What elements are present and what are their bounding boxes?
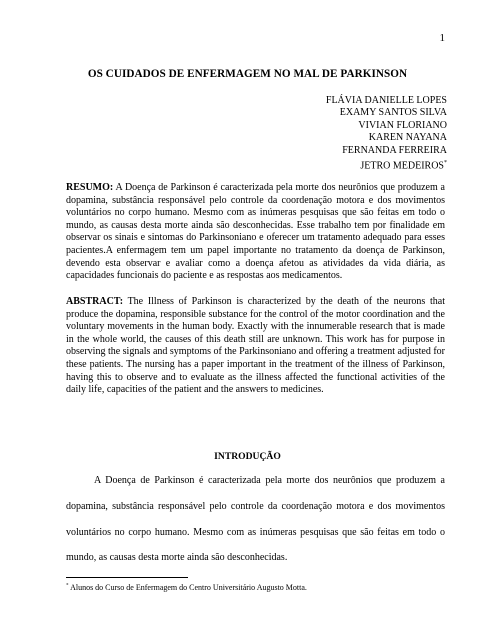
page-number: 1 — [439, 32, 445, 44]
abstract-label: ABSTRACT: — [66, 296, 124, 307]
abstract-section — [66, 296, 445, 397]
footnote-divider — [66, 577, 188, 578]
resumo-section — [66, 182, 445, 283]
author-name: KAREN NAYANA — [368, 132, 447, 144]
author-name-last — [326, 157, 447, 173]
resumo-label: RESUMO: — [66, 182, 114, 193]
section-heading-introducao: INTRODUÇÃO — [214, 451, 281, 462]
author-name: EXAMY SANTOS SILVA — [339, 107, 447, 119]
author-name: FERNANDA FERREIRA — [342, 144, 447, 156]
author-name: JETRO MEDEIROS — [360, 160, 444, 172]
author-name: FLÁVIA DANIELLE LOPES — [325, 95, 447, 106]
footnote-text: Alunos do Curso de Enfermagem do Centro Universitário Augusto Motta. — [70, 583, 307, 592]
abstract-text: The Illness of Parkinson is characterized by the death of the neurons that produce the dopamina, responsible substance for the control of the motor coordination and the voluntary movements in the human body. Exactly with the innumerable research that is made in the whole world, the causes of this death still are unknown. This work has for purpose in observing the signals and symptoms of the Parkinsoniano and offering a treatment adjusted for these patients. The nursing has a paper important in the treatment of the illness of Parkinson, having this to observe and to evaluate as the illness affected the functional activities of the daily life, capacities of the patient and the answers to medicines. — [66, 296, 446, 396]
footnote-mark: * — [444, 160, 447, 167]
footnote — [66, 583, 445, 592]
author-name: VIVIAN FLORIANO — [358, 119, 447, 131]
resumo-text: A Doença de Parkinson é caracterizada pela morte dos neurônios que produzem a dopamina, substância responsável pelo controle da coordenação motora e dos movimentos voluntários no corpo humano. Mesmo com as inúmeras pesquisas que são feitas em todo o mundo, as causas desta morte ainda são desconhecidas. Esse trabalho tem por finalidade em observar os sinais e sintomas do Parkinsoniano e oferecer um tratamento adequado para esses pacientes.A enfermagem tem um papel importante no tratamento da doença de Parkinson, devendo esta observar e avaliar como a doença afetou as atividades da vida diária, as capacidades funcionais do paciente e as respostas aos medicamentos. — [66, 182, 445, 282]
introducao-paragraph: A Doença de Parkinson é caracterizada pela morte dos neurônios que produzem a dopamina, substância responsável pelo controle da coordenação motora e dos movimentos voluntários no corpo humano. Mesmo com as inúmeras pesquisas que são feitas em todo o mundo, as causas desta morte ainda são desconhecidas. — [66, 475, 445, 564]
footnote-mark: * — [66, 583, 69, 589]
author-list — [326, 95, 447, 173]
document-title: OS CUIDADOS DE ENFERMAGEM NO MAL DE PARKINSON — [87, 68, 408, 80]
